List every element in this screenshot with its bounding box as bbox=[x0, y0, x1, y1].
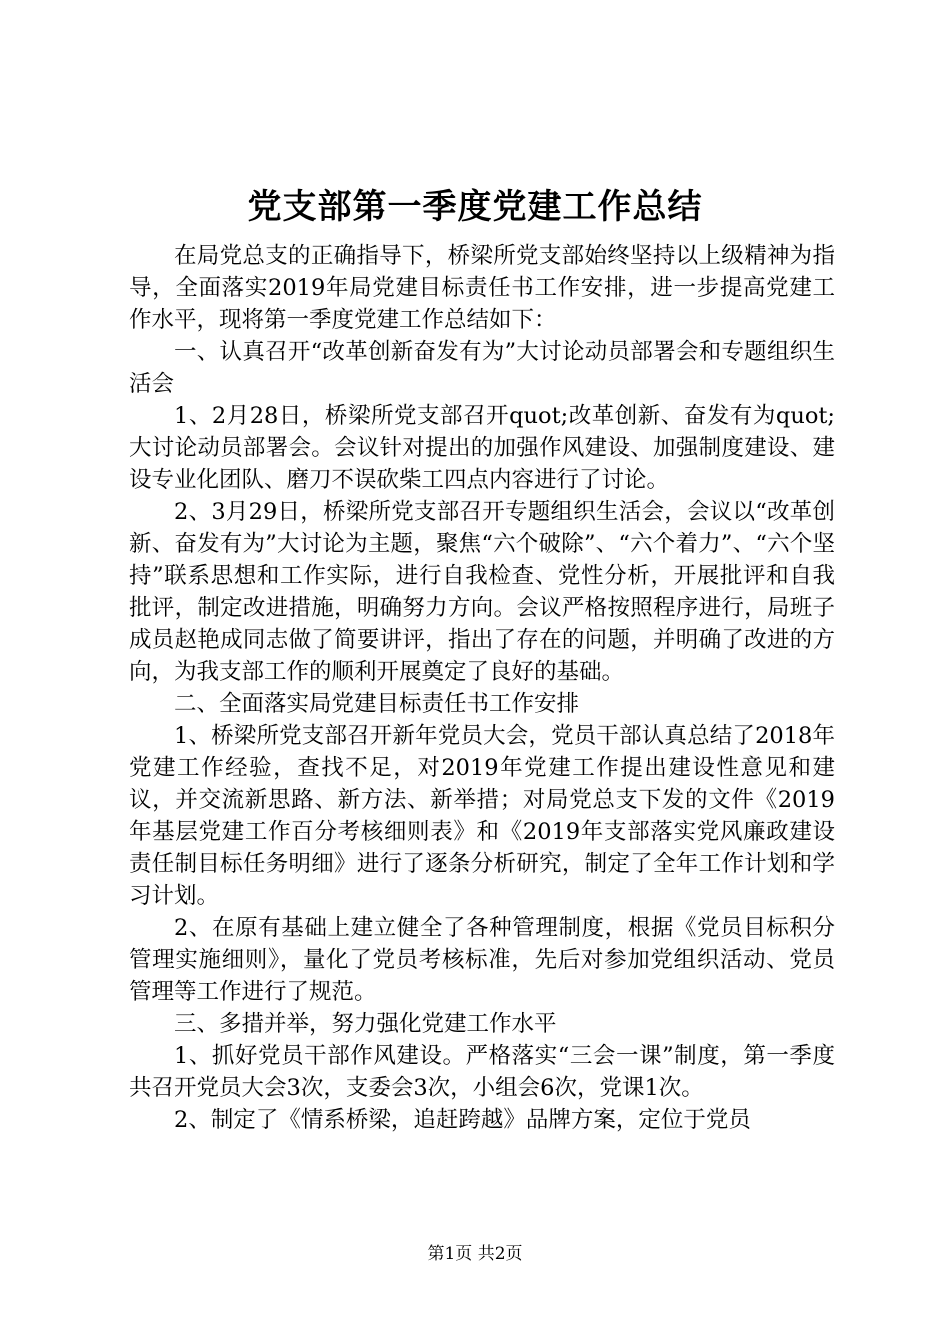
paragraph-2-2: 2、在原有基础上建立健全了各种管理制度，根据《党员目标积分管理实施细则》，量化了党员考核标准，先后对参加党组织活动、党员管理等工作进行了规范。 bbox=[129, 915, 835, 1005]
section-heading-3: 三、多措并举，努力强化党建工作水平 bbox=[174, 1011, 557, 1037]
section-heading-1: 一、认真召开“改革创新奋发有为”大讨论动员部署会和专题组织生活会 bbox=[129, 339, 835, 397]
paragraph-3-1: 1、抓好党员干部作风建设。严格落实“三会一课”制度，第一季度共召开党员大会3次，支委会3次，小组会6次，党课1次。 bbox=[129, 1043, 835, 1101]
document-body bbox=[129, 240, 835, 1136]
page-footer: 第1页 共2页 bbox=[427, 1244, 523, 1264]
document-title: 党支部第一季度党建工作总结 bbox=[247, 187, 703, 227]
section-heading-2: 二、全面落实局党建目标责任书工作安排 bbox=[174, 691, 580, 717]
paragraph-1-2: 2、3月29日，桥梁所党支部召开专题组织生活会，会议以“改革创新、奋发有为”大讨论为主题，聚焦“六个破除”、“六个着力”、“六个坚持”联系思想和工作实际，进行自我检查、党性分析，开展批评和自我批评，制定改进措施，明确努力方向。会议严格按照程序进行，局班子成员赵艳成同志做了简要讲评，指出了存在的问题，并明确了改进的方向，为我支部工作的顺利开展奠定了良好的基础。 bbox=[129, 499, 835, 685]
paragraph-1-1: 1、2月28日，桥梁所党支部召开quot;改革创新、奋发有为quot;大讨论动员部署会。会议针对提出的加强作风建设、加强制度建设、建设专业化团队、磨刀不误砍柴工四点内容进行了讨论。 bbox=[129, 403, 835, 493]
paragraph-intro: 在局党总支的正确指导下，桥梁所党支部始终坚持以上级精神为指导，全面落实2019年局党建目标责任书工作安排，进一步提高党建工作水平，现将第一季度党建工作总结如下： bbox=[129, 243, 835, 333]
paragraph-2-1: 1、桥梁所党支部召开新年党员大会，党员干部认真总结了2018年党建工作经验，查找不足，对2019年党建工作提出建设性意见和建议，并交流新思路、新方法、新举措；对局党总支下发的文件《2019年基层党建工作百分考核细则表》和《2019年支部落实党风廉政建设责任制目标任务明细》进行了逐条分析研究，制定了全年工作计划和学习计划。 bbox=[129, 723, 835, 909]
paragraph-3-2: 2、制定了《情系桥梁，追赶跨越》品牌方案，定位于党员 bbox=[174, 1107, 751, 1133]
